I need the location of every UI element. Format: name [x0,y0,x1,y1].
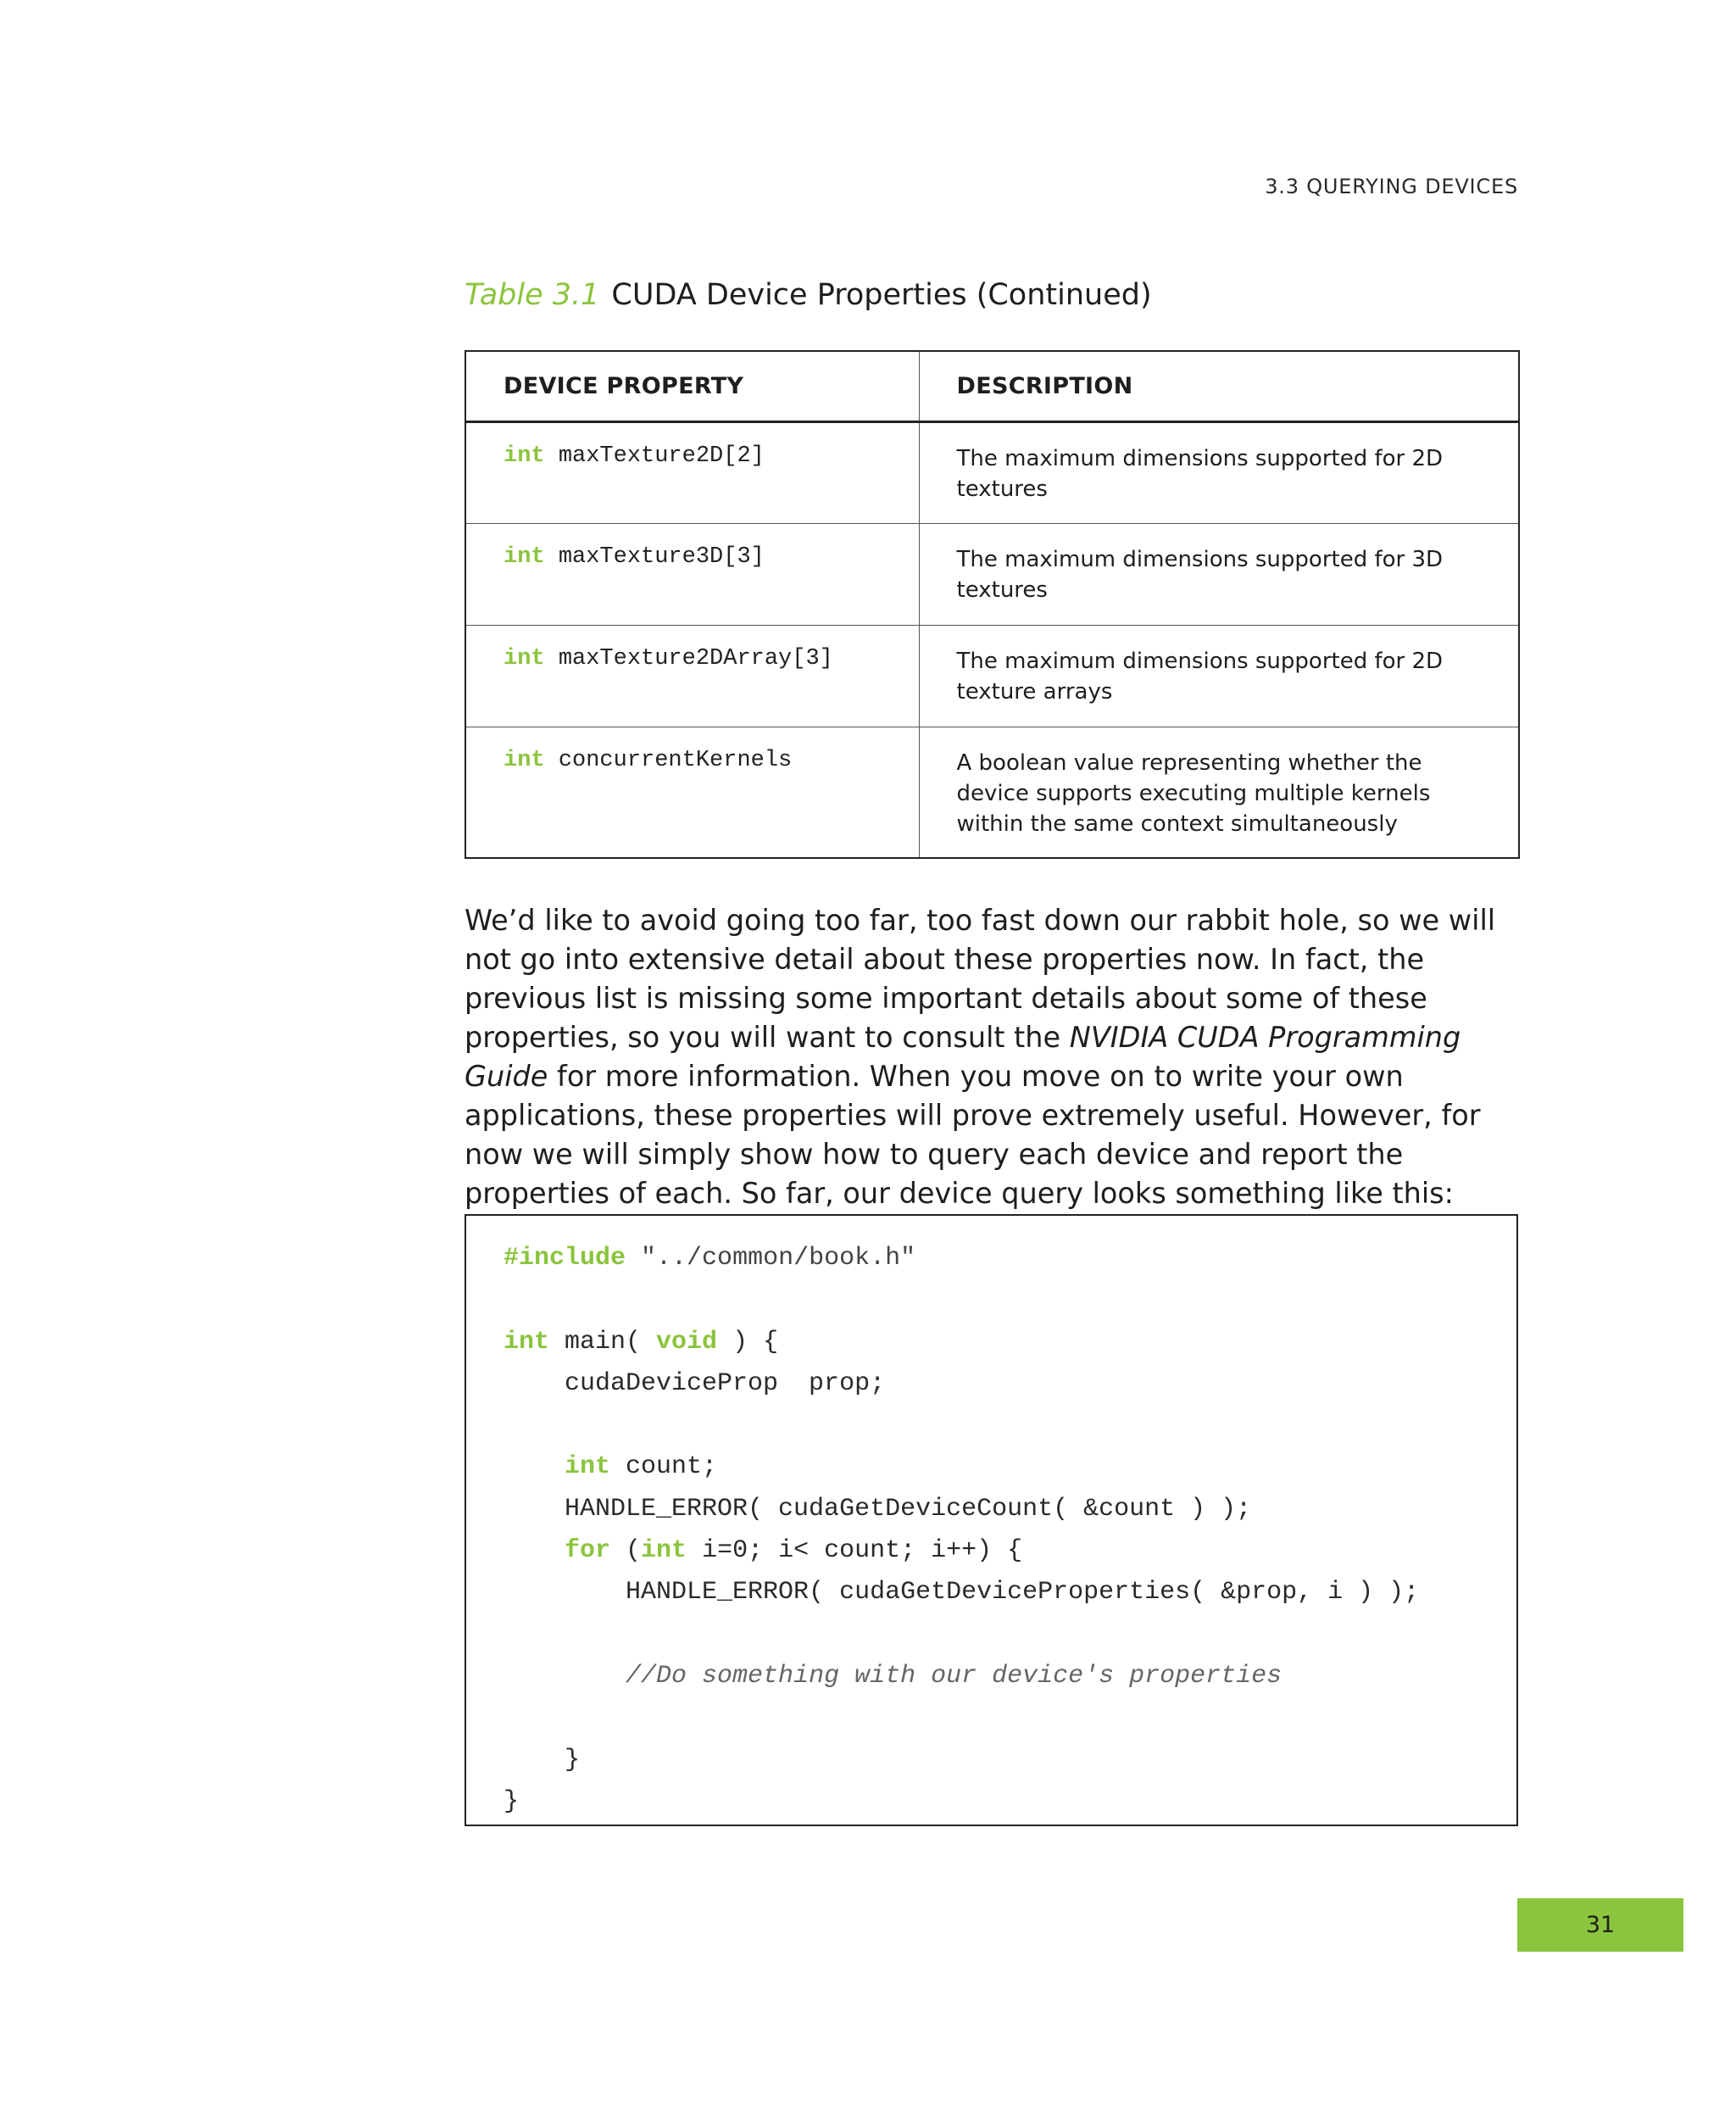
include-directive: #include [504,1244,626,1273]
table-row [465,523,1519,625]
code-listing [465,1214,1518,1826]
table-row [465,625,1519,727]
keyword-int: int [504,1327,550,1357]
code-line-get-props: HANDLE_ERROR( cudaGetDeviceProperties( &prop, i ) ); [504,1578,1420,1607]
paragraph-part-1: We’d like to avoid going too far, too fast down our rabbit hole, so we will not go into extensive detail about these properties now. In fact, the previous list is missing some important details about some of these properties, so you will want to consult the [465,904,1496,1054]
body-paragraph [465,901,1524,1213]
table-caption-title: CUDA Device Properties (Continued) [611,278,1152,312]
property-name: maxTexture2D[2] [558,443,765,469]
code-line-get-count: HANDLE_ERROR( cudaGetDeviceCount( &count ) ); [504,1494,1252,1524]
for-open: ( [610,1536,642,1566]
type-keyword: int [504,747,545,773]
table-row [465,421,1519,523]
main-open: main( [549,1327,657,1357]
property-name: maxTexture3D[3] [558,543,765,570]
guide-title: NVIDIA CUDA Programming Guide [465,1021,1461,1093]
property-cell [465,727,919,858]
code-line-count-decl: count; [610,1452,718,1482]
code-text [504,1238,1419,1823]
for-rest: i=0; i< count; i++) { [687,1536,1023,1566]
keyword-int: int [565,1452,611,1482]
description-cell: The maximum dimensions supported for 2D texture arrays [919,625,1519,727]
header-device-property: DEVICE PROPERTY [465,351,919,421]
type-keyword: int [504,543,545,570]
main-close: ) { [717,1327,779,1357]
table-caption [465,278,1152,312]
property-name: concurrentKernels [558,747,793,773]
description-cell: A boolean value representing whether the device supports executing multiple kernels within the same context simultaneously [919,727,1519,858]
page-number-tab [1517,1898,1683,1952]
header-description: DESCRIPTION [919,351,1519,421]
code-line-prop-decl: cudaDeviceProp prop; [504,1368,886,1398]
type-keyword: int [504,443,545,469]
include-path: "../common/book.h" [641,1244,916,1273]
type-keyword: int [504,645,545,671]
table-row [465,727,1519,858]
table-caption-label: Table 3.1 [465,278,600,312]
property-cell [465,421,919,523]
device-properties-table [465,350,1520,859]
page-number: 31 [1585,1912,1616,1938]
keyword-int: int [641,1536,687,1566]
close-inner-brace: } [504,1745,581,1774]
close-outer-brace: } [504,1786,520,1816]
code-comment: //Do something with our device's properties [626,1661,1283,1691]
property-name: maxTexture2DArray[3] [558,645,833,671]
table-header-row [465,351,1519,421]
description-cell: The maximum dimensions supported for 3D textures [919,523,1519,625]
keyword-void: void [656,1327,718,1357]
property-cell [465,625,919,727]
keyword-for: for [565,1536,611,1566]
description-cell: The maximum dimensions supported for 2D textures [919,421,1519,523]
running-header: 3.3 QUERYING DEVICES [1265,175,1518,198]
paragraph-part-2: for more information. When you move on to write your own applications, these properties will prove extremely useful. However, for now we will simply show how to query each device and report the properties of each. So far, our device query looks something like this: [465,1060,1481,1210]
property-cell [465,523,919,625]
